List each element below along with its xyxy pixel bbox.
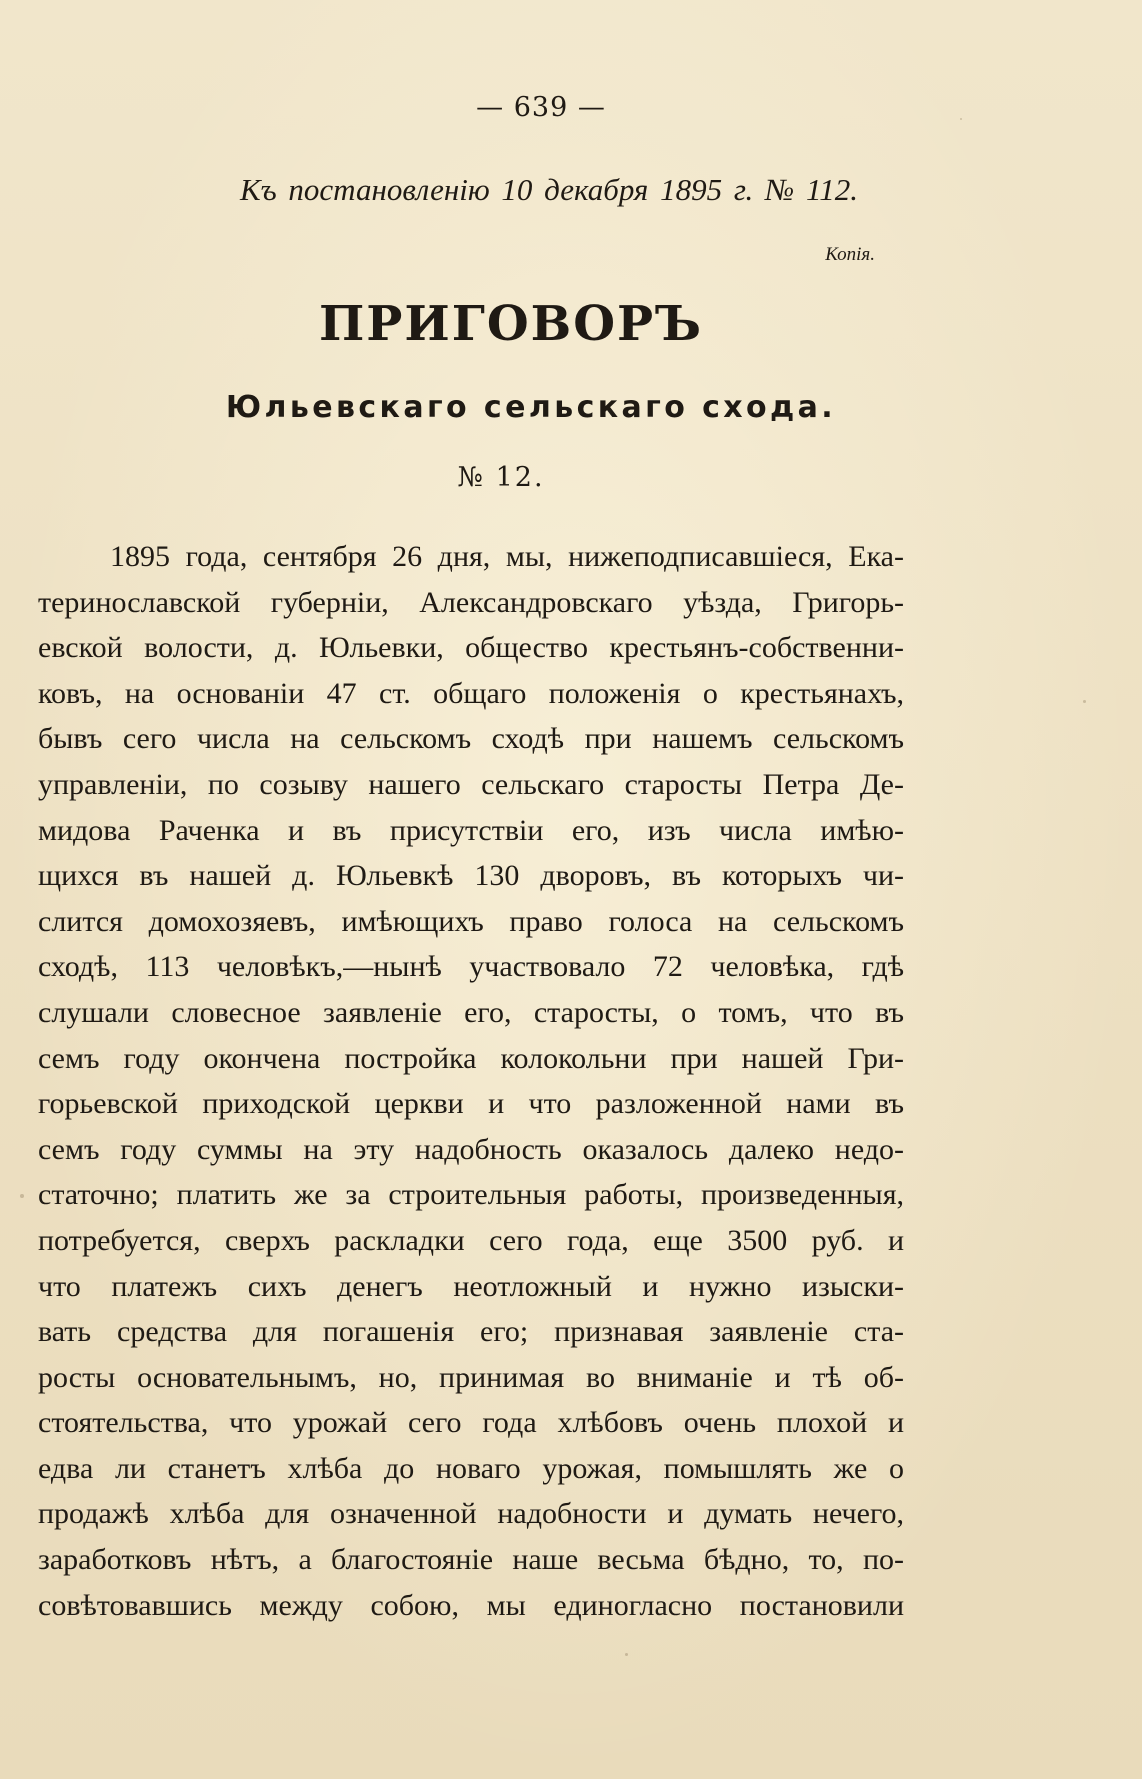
- annex-reference: Къ постановленію 10 декабря 1895 г. № 112.: [240, 172, 858, 207]
- body-line: стоятельства, что урожай сего года хлѣбовъ очень плохой и: [38, 1406, 904, 1440]
- body-line: бывъ сего числа на сельскомъ сходѣ при нашемъ сельскомъ: [38, 722, 904, 756]
- body-line: ковъ, на основаніи 47 ст. общаго положенія о крестьянахъ,: [38, 676, 904, 710]
- paper-speck: [625, 1653, 628, 1656]
- body-line: семъ году окончена постройка колокольни при нашей Гри-: [38, 1041, 904, 1075]
- body-line: росты основательнымъ, но, принимая во вниманіе и тѣ об-: [38, 1360, 904, 1394]
- body-line: вать средства для погашенія его; признавая заявленіе ста-: [38, 1315, 904, 1349]
- body-line: статочно; платить же за строительныя работы, произведенныя,: [38, 1178, 904, 1212]
- paper-speck: [960, 118, 962, 120]
- body-line: заработковъ нѣтъ, а благостояніе наше весьма бѣдно, то, по-: [38, 1543, 904, 1577]
- body-line: потребуется, сверхъ раскладки сего года, еще 3500 руб. и: [38, 1223, 904, 1257]
- body-line: совѣтовавшись между собою, мы единогласно постановили: [38, 1588, 904, 1622]
- paper-speck: [1083, 700, 1086, 703]
- body-line: едва ли станетъ хлѣба до новаго урожая, помышлять же о: [38, 1451, 904, 1485]
- body-line: горьевской приходской церкви и что разложенной нами въ: [38, 1087, 904, 1121]
- document-title: ПРИГОВОРЪ: [318, 296, 704, 352]
- body-line: слушали словесное заявленіе его, старосты, о томъ, что въ: [38, 995, 904, 1029]
- body-line: теринославской губерніи, Александровскаго уѣзда, Григорь-: [38, 585, 904, 619]
- paper-speck: [20, 1194, 24, 1198]
- document-number: № 12.: [457, 462, 545, 493]
- body-line: 1895 года, сентября 26 дня, мы, нижеподписавшіеся, Ека-: [110, 540, 904, 573]
- page-number: — 639 —: [476, 92, 606, 123]
- document-subtitle: Юльевскаго сельскаго схода.: [225, 390, 837, 425]
- body-line: продажѣ хлѣба для означенной надобности и думать нечего,: [38, 1497, 904, 1531]
- body-text: [38, 534, 904, 1628]
- copy-label: Копія.: [825, 244, 875, 265]
- body-line: мидова Раченка и въ присутствіи его, изъ числа имѣю-: [38, 813, 904, 847]
- body-line: слится домохозяевъ, имѣющихъ право голоса на сельскомъ: [38, 904, 904, 938]
- body-line: щихся въ нашей д. Юльевкѣ 130 дворовъ, въ которыхъ чи-: [38, 859, 904, 893]
- body-line: сходѣ, 113 человѣкъ,—нынѣ участвовало 72 человѣка, гдѣ: [38, 950, 904, 984]
- body-line: евской волости, д. Юльевки, общество крестьянъ-собственни-: [38, 631, 904, 665]
- body-line: что платежъ сихъ денегъ неотложный и нужно изыски-: [38, 1269, 904, 1303]
- body-line: управленіи, по созыву нашего сельскаго старосты Петра Де-: [38, 767, 904, 801]
- body-line: семъ году суммы на эту надобность оказалось далеко недо-: [38, 1132, 904, 1166]
